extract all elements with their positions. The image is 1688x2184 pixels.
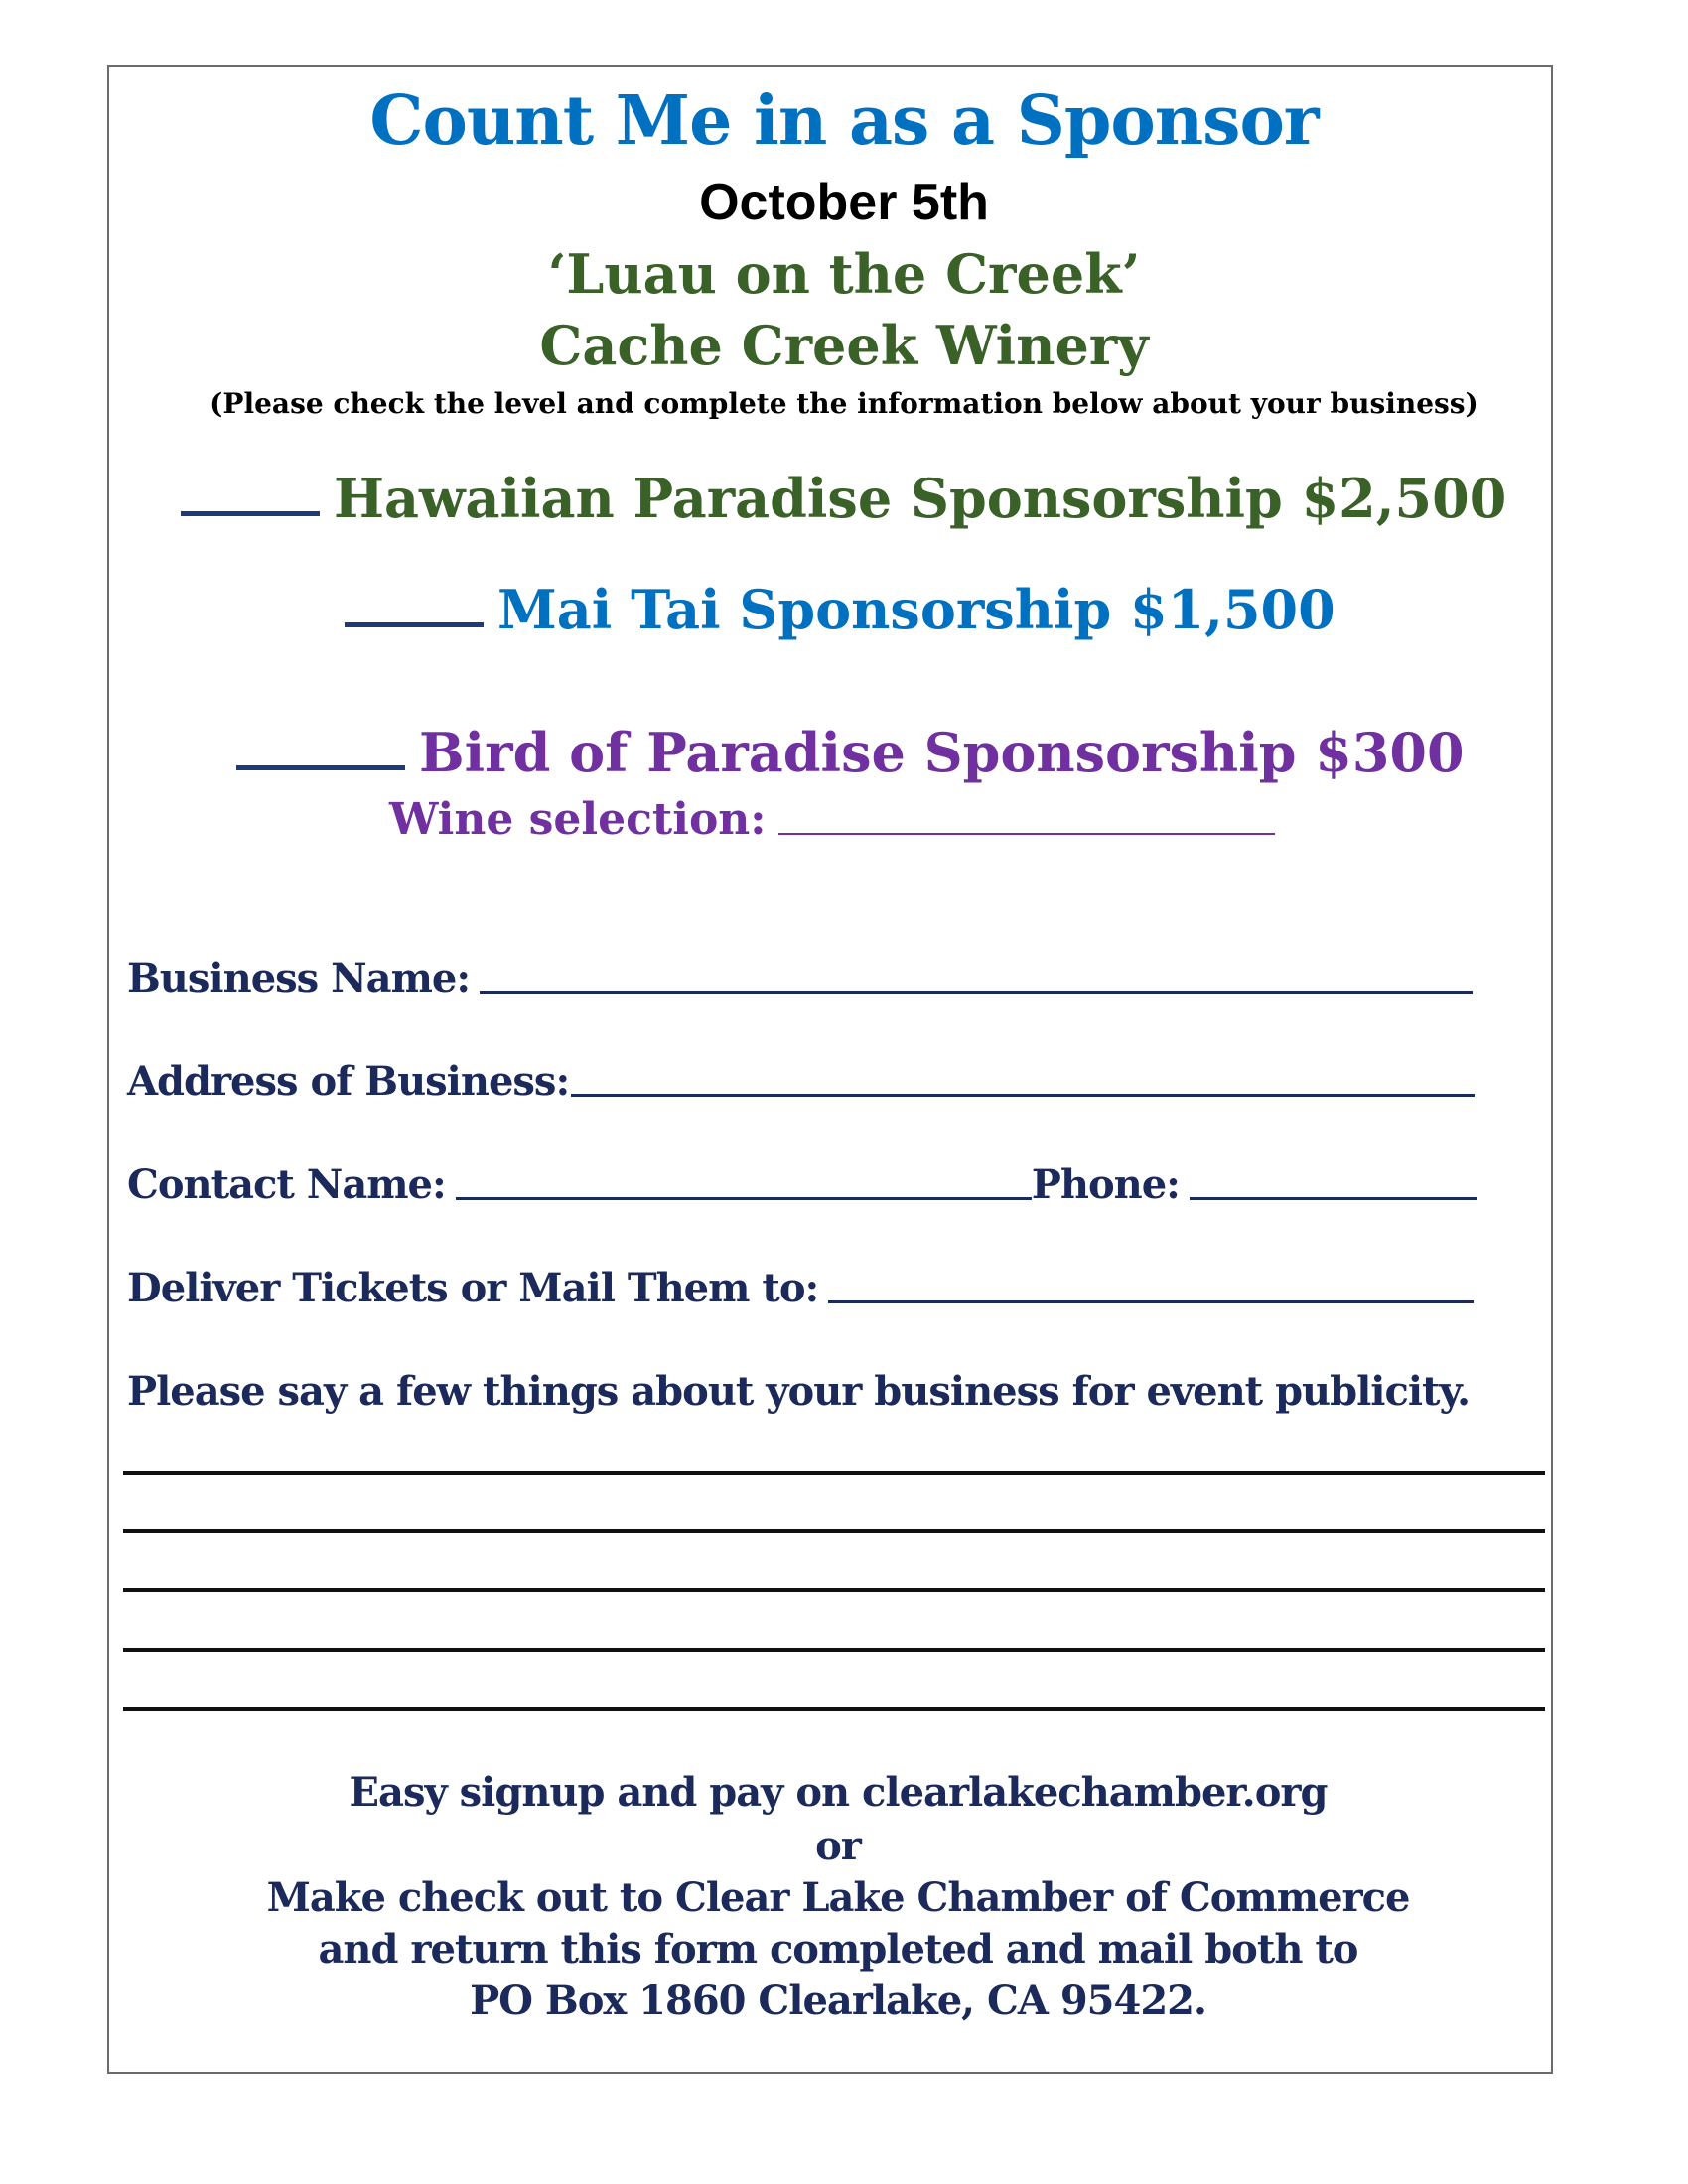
business-name-row (127, 955, 1473, 1002)
event-venue: Cache Creek Winery (539, 314, 1149, 377)
page-title: Count Me in as a Sponsor (369, 81, 1319, 161)
wine-selection-row (389, 794, 1275, 845)
footer-mailing-address: PO Box 1860 Clearlake, CA 95422. (470, 1978, 1206, 2024)
sponsorship-level-mai-tai (345, 578, 1336, 641)
footer-or: or (815, 1823, 861, 1869)
level-checkbox-blank[interactable] (181, 511, 320, 516)
level-checkbox-blank[interactable] (236, 765, 405, 770)
deliver-field[interactable] (828, 1300, 1474, 1303)
footer-return-instructions: and return this form completed and mail both to (318, 1926, 1358, 1973)
publicity-line[interactable] (123, 1529, 1545, 1533)
address-field[interactable] (571, 1094, 1475, 1097)
footer-online-signup: Easy signup and pay on clearlakechamber.org (349, 1769, 1328, 1816)
wine-selection-label: Wine selection: (389, 794, 767, 845)
business-name-field[interactable] (480, 991, 1473, 994)
publicity-line[interactable] (123, 1707, 1545, 1711)
phone-field[interactable] (1190, 1197, 1477, 1200)
phone-label: Phone: (1031, 1161, 1180, 1208)
event-name: ‘Luau on the Creek’ (547, 242, 1141, 306)
contact-name-field[interactable] (456, 1197, 1032, 1200)
sponsorship-level-hawaiian-paradise (181, 467, 1506, 530)
wine-selection-field[interactable] (778, 833, 1275, 835)
instruction-text: (Please check the level and complete the information below about your business) (210, 387, 1478, 420)
event-date: October 5th (699, 174, 989, 231)
publicity-line[interactable] (123, 1471, 1545, 1475)
publicity-line[interactable] (123, 1648, 1545, 1652)
address-row (127, 1058, 1475, 1105)
publicity-prompt: Please say a few things about your business for event publicity. (127, 1368, 1471, 1415)
level-label: Hawaiian Paradise Sponsorship $2,500 (334, 467, 1507, 530)
sponsorship-level-bird-of-paradise (236, 721, 1465, 784)
level-checkbox-blank[interactable] (345, 622, 484, 627)
publicity-line[interactable] (123, 1588, 1545, 1592)
address-label: Address of Business: (127, 1058, 570, 1105)
contact-row (127, 1161, 1477, 1208)
level-label: Bird of Paradise Sponsorship $300 (419, 721, 1465, 784)
deliver-row (127, 1265, 1474, 1311)
footer-check-payable: Make check out to Clear Lake Chamber of Commerce (266, 1874, 1410, 1921)
contact-name-label: Contact Name: (127, 1161, 446, 1208)
deliver-label: Deliver Tickets or Mail Them to: (127, 1265, 819, 1311)
business-name-label: Business Name: (127, 955, 471, 1002)
level-label: Mai Tai Sponsorship $1,500 (497, 578, 1336, 641)
